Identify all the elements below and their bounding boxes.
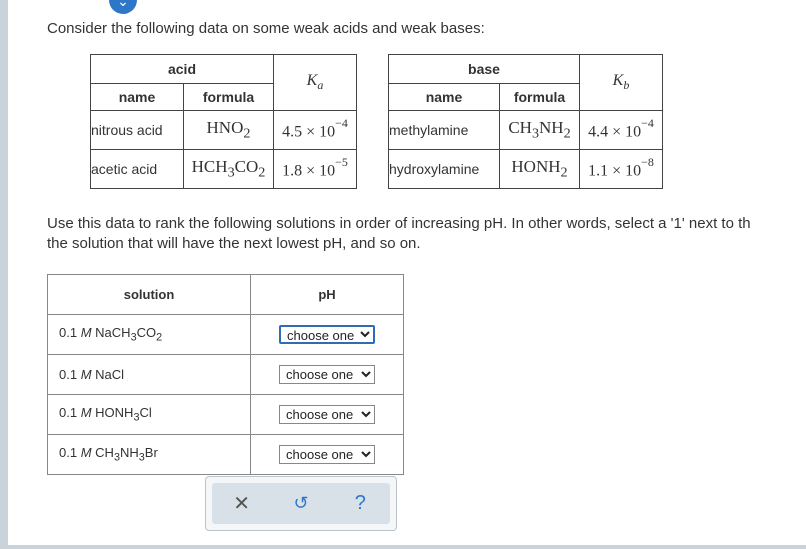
bottom-frame-bar xyxy=(0,545,806,549)
base-formula: $CH_3NH_2$ xyxy=(500,111,580,150)
base-group-header: base xyxy=(389,55,580,84)
kb-exponent: −8 xyxy=(641,154,654,169)
molarity-unit: M xyxy=(80,367,92,382)
kb-subscript: b xyxy=(623,77,630,92)
ka-exponent: −4 xyxy=(335,115,348,130)
base-row xyxy=(389,150,663,189)
ka-header xyxy=(274,55,357,111)
help-icon[interactable]: ? xyxy=(354,492,366,514)
left-frame-bar xyxy=(0,0,8,549)
close-icon[interactable]: ✕ xyxy=(233,493,251,515)
acid-formula: $HCH_3CO_2$ xyxy=(184,150,274,189)
molarity-unit: M xyxy=(80,325,92,341)
molarity-unit: M xyxy=(80,445,92,461)
acid-formula-header: formula xyxy=(184,84,274,111)
solution-label xyxy=(48,395,251,435)
base-table xyxy=(388,54,663,189)
instructions-line-2: the solution that will have the next lowest pH, and so on. xyxy=(47,235,421,252)
acid-row xyxy=(91,111,357,150)
kb-mantissa: 1.1 × 10 xyxy=(588,162,642,180)
ph-cell xyxy=(251,355,404,395)
concentration: 0.1 xyxy=(59,367,78,382)
acid-name-header: name xyxy=(91,84,184,111)
kb-symbol: K xyxy=(612,72,624,90)
ka-symbol: K xyxy=(306,72,318,90)
compound: $CH_3NH_3Br$ xyxy=(95,445,158,464)
answer-toolbar xyxy=(205,476,397,531)
ka-value xyxy=(274,150,357,189)
solution-row xyxy=(48,355,404,395)
instructions-line-1: Use this data to rank the following solutions in order of increasing pH. In other words, select a '1' next to th xyxy=(47,215,751,232)
base-formula: $HONH_2$ xyxy=(500,150,580,189)
concentration: 0.1 xyxy=(59,445,78,461)
base-row xyxy=(389,111,663,150)
compound: NaCl xyxy=(95,367,125,382)
ph-cell xyxy=(251,435,404,475)
intro-text: Consider the following data on some weak acids and weak bases: xyxy=(47,20,485,37)
kb-exponent: −4 xyxy=(641,115,654,130)
base-formula-header: formula xyxy=(500,84,580,111)
solution-row xyxy=(48,315,404,355)
kb-value xyxy=(580,150,663,189)
rank-select[interactable] xyxy=(279,405,375,424)
ka-value xyxy=(274,111,357,150)
ph-cell xyxy=(251,395,404,435)
concentration: 0.1 xyxy=(59,325,78,341)
solution-label xyxy=(48,315,251,355)
kb-header xyxy=(580,55,663,111)
toolbar-inner xyxy=(212,483,390,524)
acid-name: acetic acid xyxy=(91,150,184,189)
compound: $HONH_3Cl$ xyxy=(95,405,152,424)
solution-row xyxy=(48,395,404,435)
solution-header: solution xyxy=(48,275,251,315)
solution-row xyxy=(48,435,404,475)
ka-mantissa: 1.8 × 10 xyxy=(282,162,336,180)
solution-label xyxy=(48,355,251,395)
base-name: hydroxylamine xyxy=(389,150,500,189)
acid-table xyxy=(90,54,357,189)
rank-select[interactable] xyxy=(279,365,375,384)
acid-group-header: acid xyxy=(91,55,274,84)
ka-exponent: −5 xyxy=(335,154,348,169)
concentration: 0.1 xyxy=(59,405,78,421)
molarity-unit: M xyxy=(80,405,92,421)
ph-header: pH xyxy=(251,275,404,315)
collapse-chevron-icon[interactable]: ⌄ xyxy=(109,0,137,14)
base-name: methylamine xyxy=(389,111,500,150)
rank-select[interactable] xyxy=(279,325,375,344)
ka-subscript: a xyxy=(317,77,324,92)
solution-label xyxy=(48,435,251,475)
kb-mantissa: 4.4 × 10 xyxy=(588,123,642,141)
undo-icon[interactable]: ↺ xyxy=(293,493,309,513)
acid-name: nitrous acid xyxy=(91,111,184,150)
kb-value xyxy=(580,111,663,150)
instructions xyxy=(47,214,806,254)
acid-row xyxy=(91,150,357,189)
base-name-header: name xyxy=(389,84,500,111)
acid-formula: $HNO_2$ xyxy=(184,111,274,150)
ph-cell xyxy=(251,315,404,355)
ka-mantissa: 4.5 × 10 xyxy=(282,123,336,141)
compound: $NaCH_3CO_2$ xyxy=(95,325,163,344)
answer-table xyxy=(47,274,404,475)
rank-select[interactable] xyxy=(279,445,375,464)
